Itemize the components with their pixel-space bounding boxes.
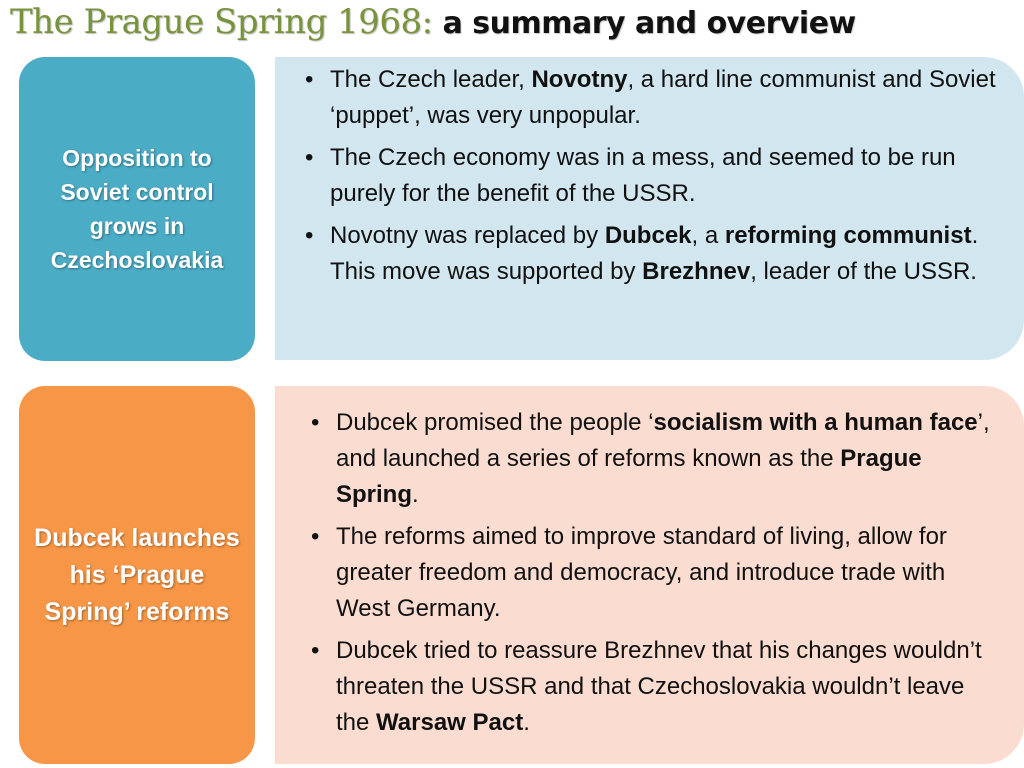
bullet-text: The reforms aimed to improve standard of living, allow for greater freedom and democracy, and introduce trade with West Germany.: [336, 523, 947, 622]
bullet-text: , a: [691, 222, 725, 249]
bullet-text: ’, and launched a series of reforms known as the: [336, 409, 990, 472]
bold-term: Brezhnev: [642, 258, 751, 285]
bullet-marker: •: [305, 144, 314, 171]
bold-term: Dubcek: [604, 222, 692, 249]
section-2-panel: [275, 386, 1024, 764]
bullet-text: .: [412, 481, 419, 508]
bullet-item: [303, 62, 1004, 134]
slide-title: [10, 2, 856, 42]
bold-term: Warsaw Pact: [376, 709, 524, 736]
bold-term: Prague Spring: [336, 445, 922, 508]
bullet-text: Dubcek promised the people ‘: [336, 409, 654, 436]
bullet-item: [303, 140, 1004, 212]
bullet-marker: •: [311, 409, 320, 436]
section-1-heading: Opposition to Soviet control grows in Czechoslovakia: [19, 57, 255, 361]
title-part-2: a summary and overview: [432, 6, 856, 41]
bold-term: socialism with a human face: [653, 409, 978, 436]
bullet-text: , a hard line communist and Soviet ‘puppet’, was very unpopular.: [330, 66, 996, 129]
bullet-text: Dubcek tried to reassure Brezhnev that his changes wouldn’t threaten the USSR and that Czechoslovakia wouldn’t leave the: [336, 637, 982, 736]
section-2-bullet-list: [309, 405, 994, 741]
bold-term: Novotny: [531, 66, 628, 93]
bullet-marker: •: [305, 66, 314, 93]
section-1-panel: [275, 57, 1024, 360]
bullet-text: The Czech leader,: [330, 66, 532, 93]
section-1-bullet-list: [303, 62, 1004, 290]
bullet-text: Novotny was replaced by: [330, 222, 605, 249]
section-2-heading: Dubcek launches his ‘Prague Spring’ reforms: [19, 386, 255, 764]
bullet-text: . This move was supported by: [330, 222, 979, 285]
bullet-text: The Czech economy was in a mess, and seemed to be run purely for the benefit of the USSR.: [330, 144, 956, 207]
bullet-marker: •: [305, 222, 314, 249]
title-part-1: The Prague Spring 1968:: [10, 2, 433, 42]
bold-term: reforming communist: [724, 222, 972, 249]
bullet-item: [303, 218, 1004, 290]
bullet-text: , leader of the USSR.: [750, 258, 977, 285]
bullet-item: [309, 405, 994, 513]
bullet-marker: •: [311, 637, 320, 664]
bullet-text: .: [523, 709, 530, 736]
bullet-marker: •: [311, 523, 320, 550]
bullet-item: [309, 519, 994, 627]
bullet-item: [309, 633, 994, 741]
